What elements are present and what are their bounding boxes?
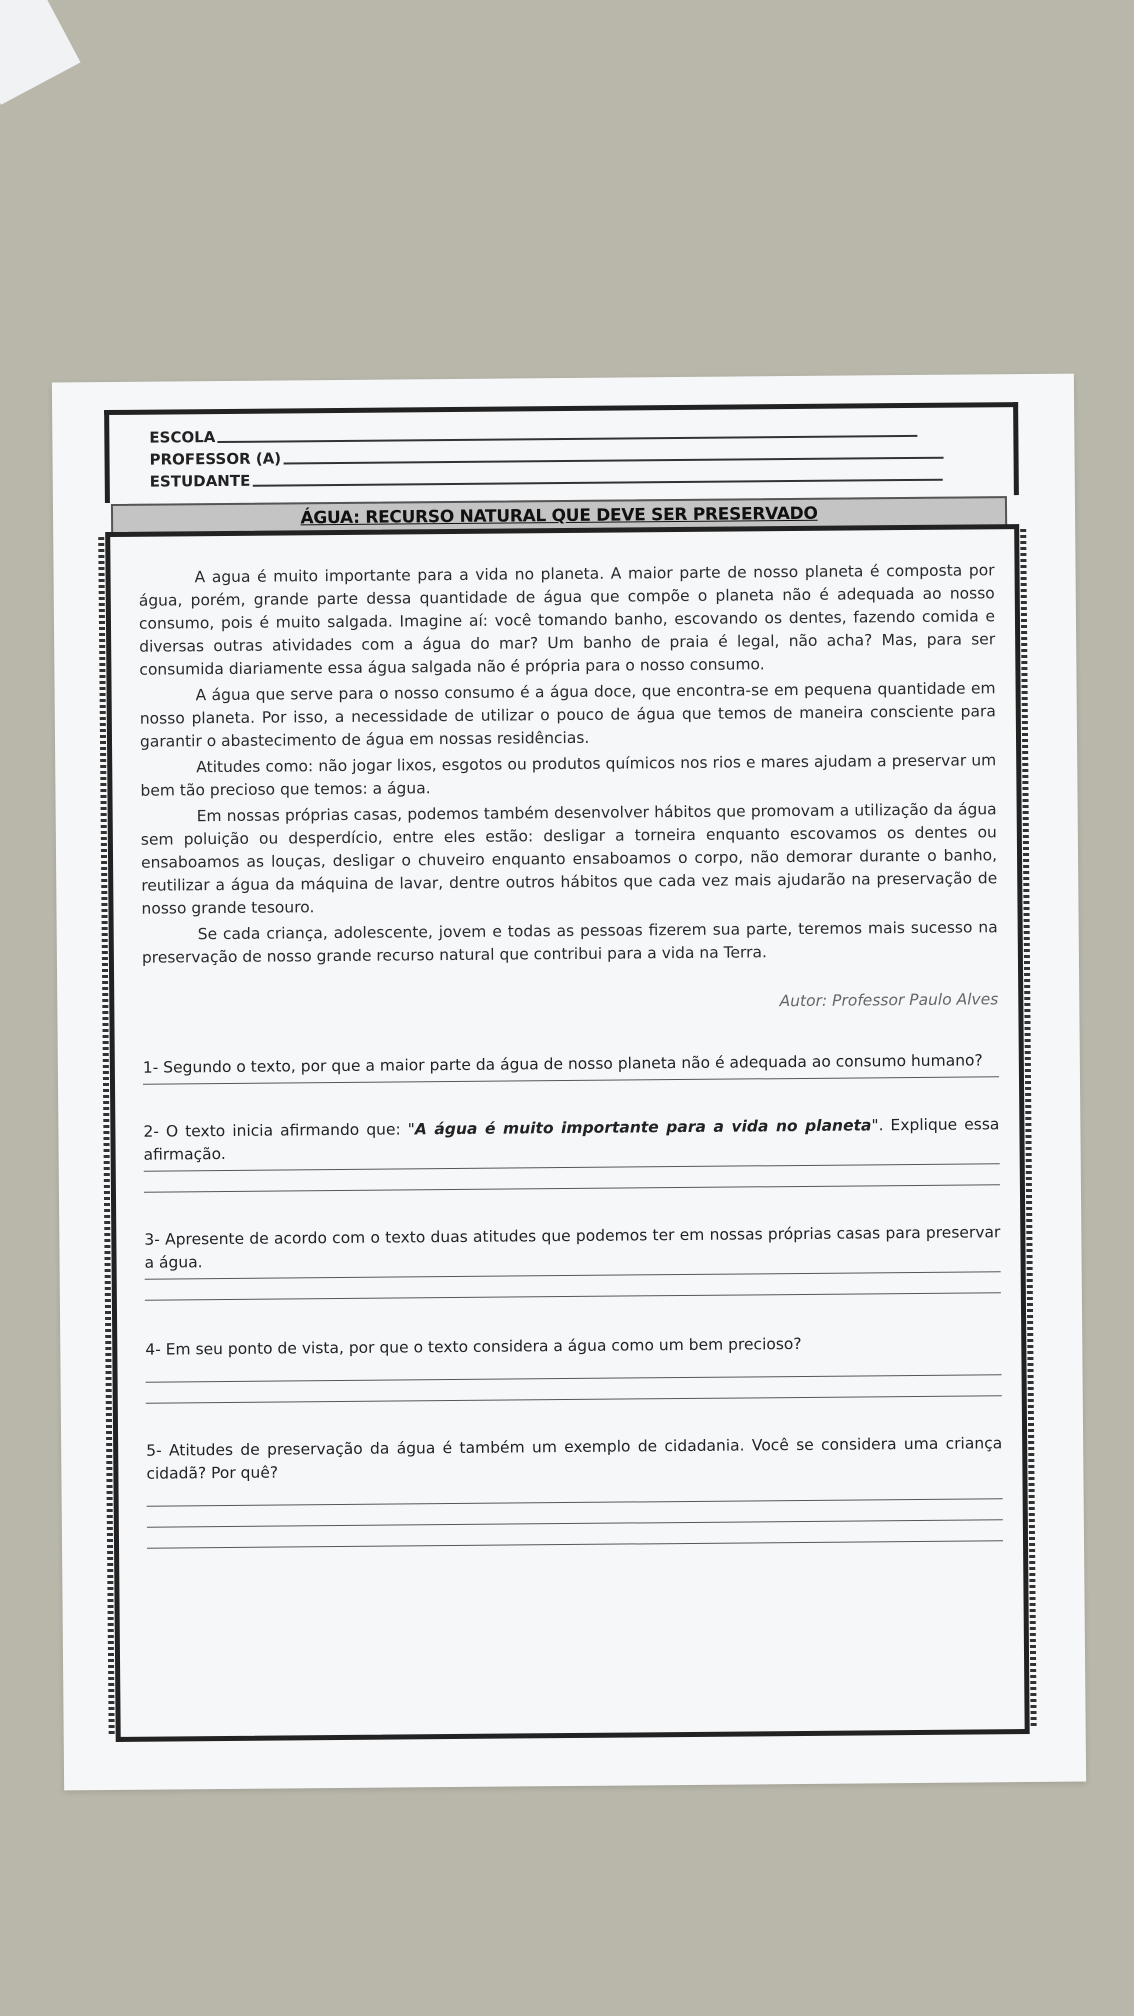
left-edge-marks bbox=[98, 537, 114, 1737]
author: Autor: Professor Paulo Alves bbox=[779, 990, 999, 1011]
escola-label: ESCOLA bbox=[149, 428, 216, 447]
question-2 bbox=[143, 1113, 1000, 1192]
question-4-text: 4- Em seu ponto de vista, por que o texto considera a água como um bem precioso? bbox=[145, 1334, 802, 1359]
paragraph-1: A agua é muito importante para a vida no planeta. A maior parte de nosso planeta é composta por água, porém, grande parte dessa quantidade de água que compõe o planeta não é adequada ao nosso consumo, pois é muito salgada. Imagine aí: você tomando banho, escovando os dentes, fazendo comida e diversas outras atividades com a água do mar? Um banho de praia é legal, não acha? Mas, para ser consumida diariamente essa água salgada não é própria para o nosso consumo. bbox=[138, 561, 996, 679]
escola-line[interactable] bbox=[217, 434, 917, 443]
worksheet-paper bbox=[52, 374, 1086, 1791]
right-edge-marks bbox=[1020, 529, 1036, 1729]
question-3 bbox=[144, 1221, 1001, 1300]
page-title: ÁGUA: RECURSO NATURAL QUE DEVE SER PRESERVADO bbox=[300, 503, 818, 529]
question-4 bbox=[145, 1331, 1002, 1403]
corner-paper bbox=[0, 0, 81, 105]
paragraph-4: Em nossas próprias casas, podemos também desenvolver hábitos que promovam a utilização da água sem poluição ou desperdício, entre eles estão: desligar a torneira enquanto escovamos os dentes ou ensaboamos as louças, desligar o chuveiro enquanto ensaboamos o corpo, não demorar durante o banho, reutilizar a água da máquina de lavar, dentre outros hábitos que cada vez mais ajudarão na preservação de nosso grande tesouro. bbox=[140, 800, 998, 918]
professor-label: PROFESSOR (A) bbox=[149, 449, 282, 469]
header-box bbox=[104, 402, 1019, 503]
question-2-quote: A água é muito importante para a vida no planeta bbox=[414, 1116, 872, 1139]
professor-field bbox=[149, 444, 943, 469]
body-box bbox=[105, 524, 1030, 1742]
question-3-text: 3- Apresente de acordo com o texto duas atitudes que podemos ter em nossas próprias casas para preservar a água. bbox=[144, 1223, 1001, 1272]
estudante-field bbox=[150, 466, 943, 491]
question-2-suffix: ". Explique essa afirmação. bbox=[143, 1115, 1000, 1164]
question-1-text: 1- Segundo o texto, por que a maior parte da água de nosso planeta não é adequada ao consumo humano? bbox=[142, 1051, 983, 1077]
question-5 bbox=[146, 1432, 1003, 1548]
question-5-text: 5- Atitudes de preservação da água é também um exemplo de cidadania. Você se considera uma criança cidadã? Por quê? bbox=[146, 1434, 1003, 1483]
question-2-text bbox=[143, 1113, 999, 1166]
estudante-line[interactable] bbox=[252, 478, 942, 487]
paragraph-5: Se cada criança, adolescente, jovem e todas as pessoas fizerem sua parte, teremos mais sucesso na preservação de nosso grande recurso natural que contribui para a vida na Terra. bbox=[141, 918, 998, 967]
paragraph-3: Atitudes como: não jogar lixos, esgotos ou produtos químicos nos rios e mares ajudam a preservar um bem tão precioso que temos: a água. bbox=[140, 751, 997, 800]
question-2-prefix: 2- O texto inicia afirmando que: " bbox=[143, 1120, 415, 1141]
question-1 bbox=[143, 1049, 999, 1084]
estudante-label: ESTUDANTE bbox=[149, 471, 251, 491]
professor-line[interactable] bbox=[283, 456, 943, 465]
escola-field bbox=[149, 422, 917, 447]
text-area bbox=[138, 559, 1003, 1548]
paragraph-2: A água que serve para o nosso consumo é a água doce, que encontra-se em pequena quantidade em nosso planeta. Por isso, a necessidade de utilizar o pouco de água que temos de maneira consciente para garantir o abastecimento de água em nossas residências. bbox=[139, 679, 996, 751]
